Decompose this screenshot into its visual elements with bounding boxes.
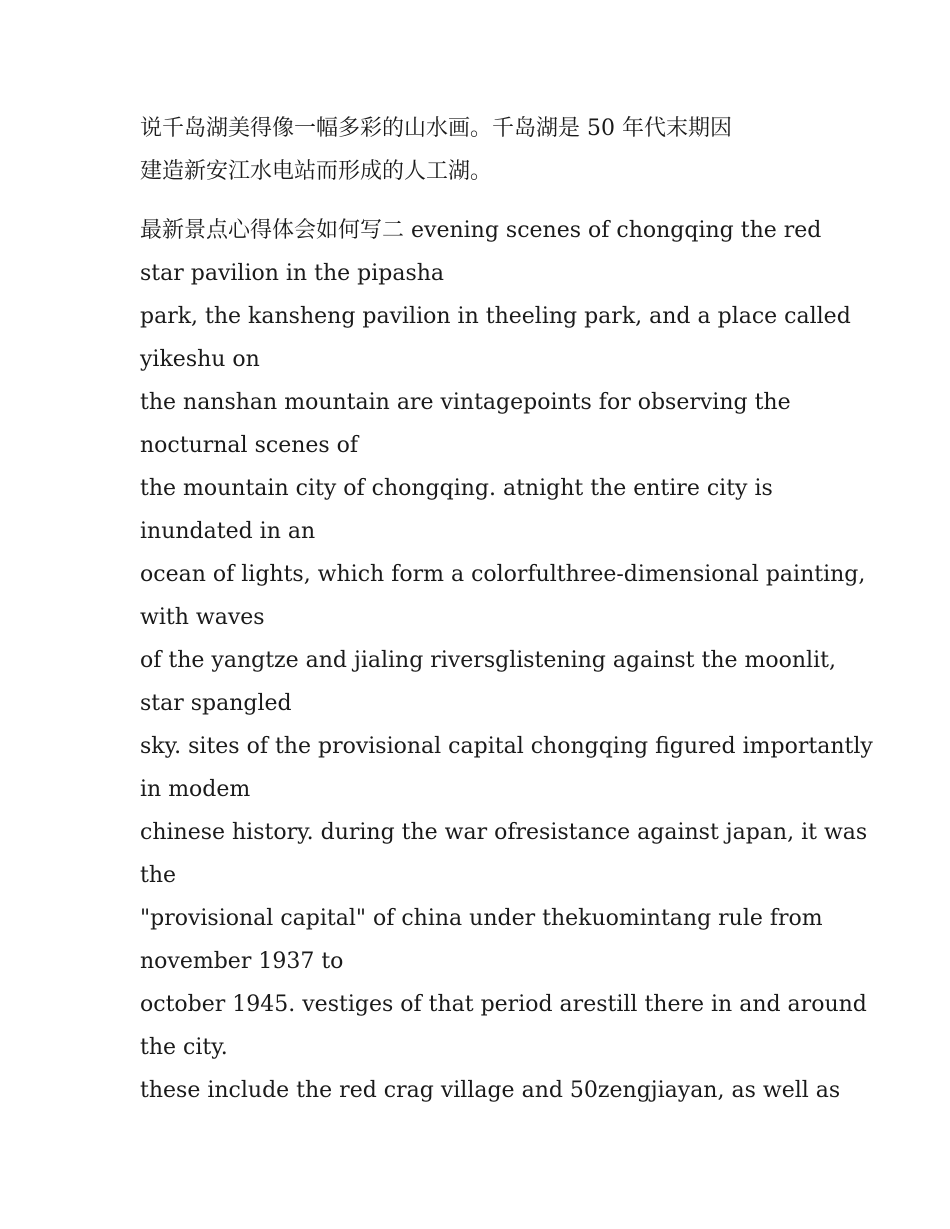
text-line: 建造新安江水电站而形成的人工湖。: [140, 159, 493, 184]
text-line: the: [140, 863, 177, 888]
text-line: nocturnal scenes of: [140, 433, 359, 458]
text-line: the mountain city of chongqing. atnight the entire city is: [140, 476, 773, 501]
text-line: sky. sites of the provisional capital chongqing figured importantly: [140, 734, 873, 759]
text-line: inundated in an: [140, 519, 316, 544]
text-line: ocean of lights, which form a colorfulthree-dimensional painting,: [140, 562, 866, 587]
text-line: with waves: [140, 605, 265, 630]
text-line: october 1945. vestiges of that period arestill there in and around: [140, 992, 867, 1017]
text-line: star pavilion in the pipasha: [140, 261, 445, 286]
text-line: yikeshu on: [140, 347, 260, 372]
text-line: 最新景点心得体会如何写二 evening scenes of chongqing the red: [140, 218, 822, 243]
text-line: "provisional capital" of china under thekuomintang rule from: [140, 906, 823, 931]
text-line: of the yangtze and jialing riversglistening against the moonlit,: [140, 648, 836, 673]
body-paragraph: [140, 209, 873, 1112]
intro-paragraph: [140, 107, 732, 193]
text-line: 说千岛湖美得像一幅多彩的山水画。千岛湖是 50 年代末期因: [140, 116, 732, 141]
text-line: in modem: [140, 777, 251, 802]
text-line: the nanshan mountain are vintagepoints for observing the: [140, 390, 791, 415]
text-line: chinese history. during the war ofresistance against japan, it was: [140, 820, 868, 845]
text-line: the city.: [140, 1035, 228, 1060]
text-line: park, the kansheng pavilion in theeling park, and a place called: [140, 304, 851, 329]
text-line: these include the red crag village and 50zengjiayan, as well as: [140, 1078, 841, 1103]
text-line: november 1937 to: [140, 949, 344, 974]
text-line: star spangled: [140, 691, 292, 716]
